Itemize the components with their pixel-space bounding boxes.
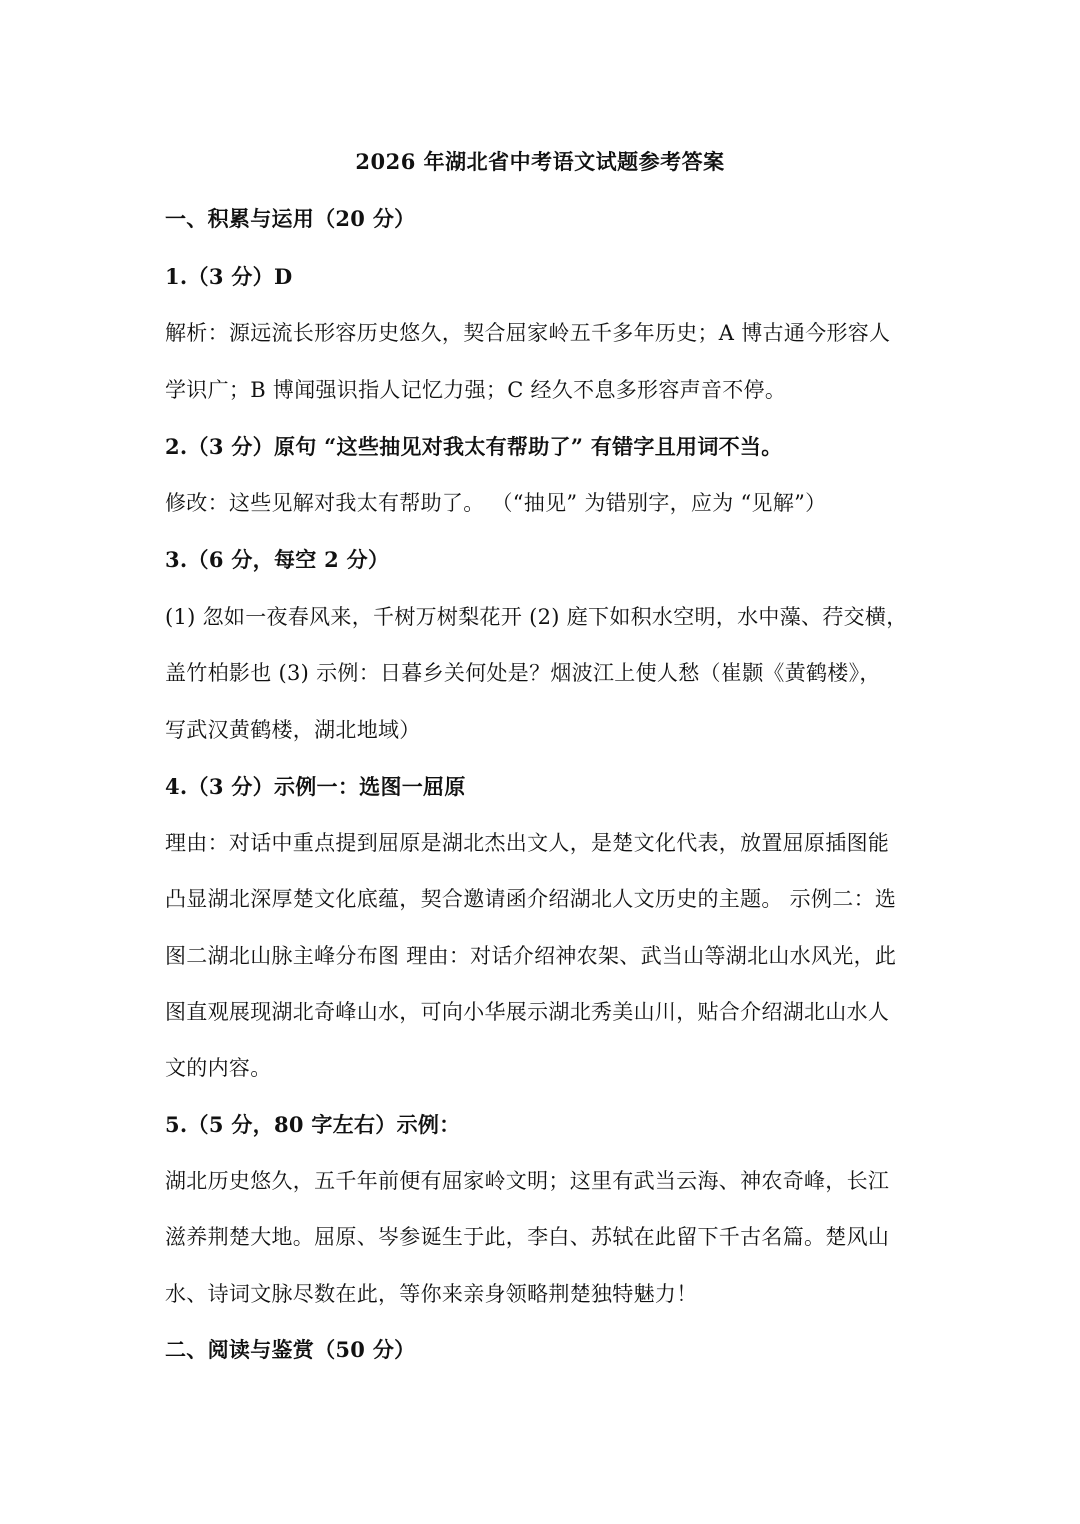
answer-line: (1) 忽如一夜春风来，千树万树梨花开 (2) 庭下如积水空明，水中藻、荇交横， [165, 605, 908, 629]
question-heading: 3.（6 分，每空 2 分） [165, 547, 390, 572]
answer-line: 修改：这些见解对我太有帮助了。 （“抽见” 为错别字，应为 “见解”） [165, 491, 827, 515]
answer-line: 滋养荆楚大地。屈原、岑参诞生于此，李白、苏轼在此留下千古名篇。楚风山 [165, 1225, 890, 1249]
question-heading: 4.（3 分）示例一：选图一屈原 [165, 774, 466, 799]
section-heading: 一、积累与运用（20 分） [165, 206, 416, 231]
answer-line: 文的内容。 [165, 1056, 272, 1080]
question-heading: 1.（3 分）D [165, 264, 293, 289]
answer-line: 盖竹柏影也 (3) 示例：日暮乡关何处是？烟波江上使人愁（崔颢《黄鹤楼》， [165, 661, 881, 685]
answer-line: 图二湖北山脉主峰分布图 理由：对话介绍神农架、武当山等湖北山水风光，此 [165, 944, 897, 968]
section-heading: 二、阅读与鉴赏（50 分） [165, 1337, 416, 1362]
answer-line: 图直观展现湖北奇峰山水，可向小华展示湖北秀美山川，贴合介绍湖北山水人 [165, 1000, 890, 1024]
answer-line: 凸显湖北深厚楚文化底蕴，契合邀请函介绍湖北人文历史的主题。 示例二：选 [165, 887, 897, 911]
answer-line: 写武汉黄鹤楼，湖北地域） [165, 718, 421, 742]
answer-line: 理由：对话中重点提到屈原是湖北杰出文人，是楚文化代表，放置屈原插图能 [165, 831, 890, 855]
question-heading: 5.（5 分，80 字左右）示例： [165, 1112, 461, 1137]
question-heading: 2.（3 分）原句 “这些抽见对我太有帮助了” 有错字且用词不当。 [165, 434, 783, 459]
answer-line: 水、诗词文脉尽数在此，等你来亲身领略荆楚独特魅力！ [165, 1282, 698, 1306]
answer-line: 学识广；B 博闻强识指人记忆力强；C 经久不息多形容声音不停。 [165, 378, 787, 402]
answer-line: 湖北历史悠久，五千年前便有屈家岭文明；这里有武当云海、神农奇峰，长江 [165, 1169, 890, 1193]
answer-line: 解析：源远流长形容历史悠久，契合屈家岭五千多年历史；A 博古通今形容人 [165, 321, 891, 345]
document-title: 2026 年湖北省中考语文试题参考答案 [355, 149, 725, 174]
